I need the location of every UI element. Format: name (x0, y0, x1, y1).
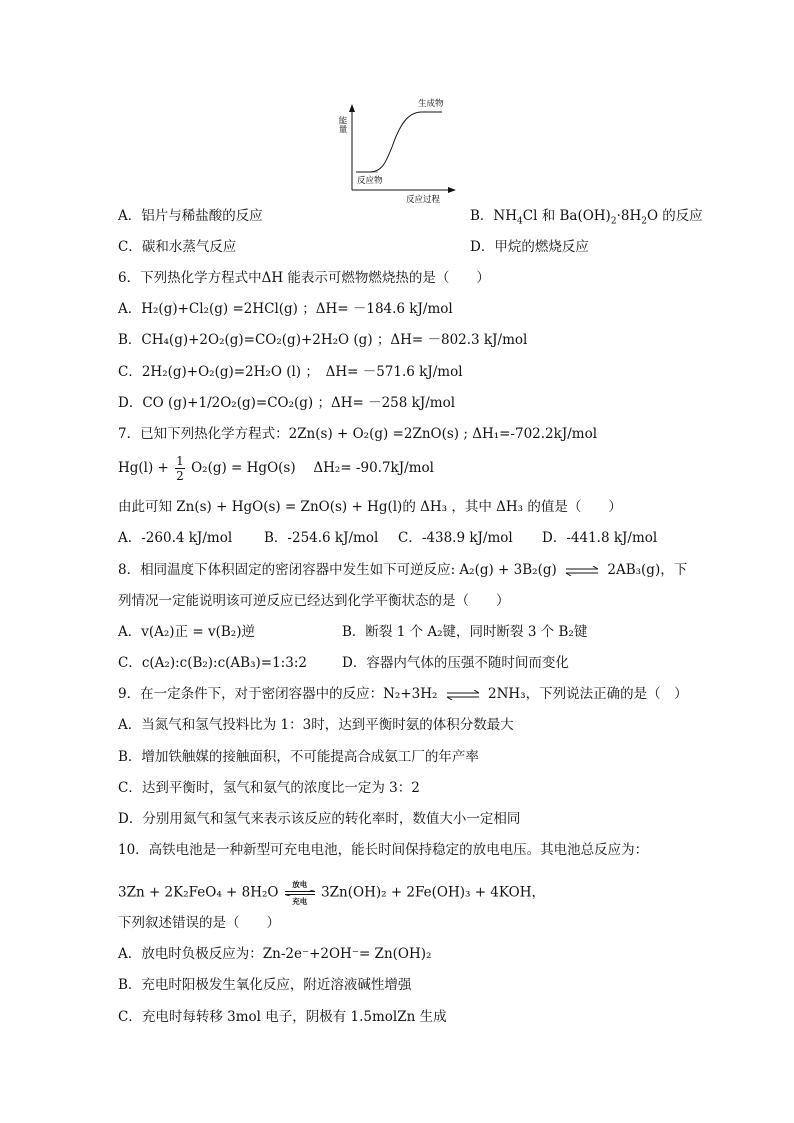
q8-option-a: A．v(A₂)正 = v(B₂)逆 (118, 624, 255, 640)
q6-option-b: B．CH₄(g)+2O₂(g)=CO₂(g)+2H₂O (g) ；ΔH= －802.3 kJ/mol (118, 332, 528, 348)
q10-option-c: C．充电时每转移 3mol 电子，阴极有 1.5molZn 生成 (118, 1009, 447, 1025)
q9-option-b: B．增加铁触媒的接触面积，不可能提高合成氨工厂的年产率 (118, 749, 479, 765)
discharge-charge-arrow (285, 880, 315, 906)
q9-option-a: A．当氮气和氢气投料比为 1：3时，达到平衡时氨的体积分数最大 (118, 717, 514, 733)
q6-option-d: D．CO (g)+1/2O₂(g)=CO₂(g) ；ΔH= －258 kJ/mol (118, 395, 456, 411)
q7-option-b: B．-254.6 kJ/mol (264, 530, 379, 546)
q8-stem-2: 列情况一定能说明该可逆反应已经达到化学平衡状态的是（ ） (118, 593, 510, 609)
q8-stem: 8．相同温度下体积固定的密闭容器中发生如下可逆反应: A₂(g) + 3B₂(g) 2AB₃(g)，下 (118, 562, 688, 578)
q8-option-c: C．c(A₂):c(B₂):c(AB₃)=1:3:2 (118, 655, 307, 671)
q6-stem: 6．下列热化学方程式中ΔH 能表示可燃物燃烧热的是（ ） (118, 270, 490, 286)
energy-diagram (330, 92, 470, 204)
equilibrium-arrow-icon (446, 690, 480, 700)
discharge-label: 放电 (292, 880, 308, 889)
q9-option-c: C．达到平衡时，氢气和氨气的浓度比一定为 3：2 (118, 780, 420, 796)
q10-option-a: A．放电时负极反应为：Zn-2e⁻+2OH⁻= Zn(OH)₂ (118, 946, 432, 962)
q5-option-c: C．碳和水蒸气反应 (118, 239, 237, 255)
y-axis-arrow (349, 104, 355, 112)
reactant-label: 反应物 (357, 176, 383, 186)
q9-stem: 9．在一定条件下，对于密闭容器中的反应：N₂+3H₂ 2NH₃，下列说法正确的是（ ） (118, 686, 688, 702)
charge-label: 充电 (292, 897, 308, 906)
q10-ask: 下列叙述错误的是（ ） (118, 915, 280, 931)
q7-stem: 7．已知下列热化学方程式：2Zn(s) + O₂(g) =2ZnO(s) ; ΔH₁=-702.2kJ/mol (118, 426, 598, 442)
q7-option-d: D．-441.8 kJ/mol (542, 530, 658, 546)
q9-option-d: D．分别用氮气和氢气来表示该反应的转化率时，数值大小一定相同 (118, 811, 521, 827)
q7-option-a: A．-260.4 kJ/mol (118, 530, 233, 546)
q7-ask: 由此可知 Zn(s) + HgO(s) = ZnO(s) + Hg(l)的 ΔH₃ ，其中 ΔH₃ 的值是（ ） (118, 499, 622, 515)
q6-option-a: A．H₂(g)+Cl₂(g) =2HCl(g) ；ΔH= －184.6 kJ/mol (118, 301, 453, 317)
q7-equation-2: Hg(l) + $\frac{1}{2}$ O₂(g) = HgO(s) ΔH₂= -90.7kJ/mol (118, 454, 434, 483)
y-axis-label: 能量 (337, 116, 347, 133)
q5-row1 (118, 206, 703, 227)
q10-stem: 10．高铁电池是一种新型可充电电池，能长时间保持稳定的放电电压。其电池总反应为： (118, 842, 649, 858)
q5-option-d: D．甲烷的燃烧反应 (470, 239, 589, 255)
q5-option-b: B．$NH_4Cl$ 和 $Ba(OH)_2\cdot 8H_2O$ 的反应 (470, 208, 703, 227)
x-axis-label: 反应过程 (406, 195, 441, 204)
q5-option-a: A．铝片与稀盐酸的反应 (118, 208, 263, 224)
q7-option-c: C．-438.9 kJ/mol (398, 530, 513, 546)
q8-row2 (118, 653, 569, 673)
q10-option-b: B．充电时阳极发生氧化反应，附近溶液碱性增强 (118, 977, 412, 993)
q8-option-b: B．断裂 1 个 A₂键，同时断裂 3 个 B₂键 (342, 624, 588, 640)
fraction-one-half: $\frac{1}{2}$ (176, 454, 184, 483)
q6-option-c: C．2H₂(g)+O₂(g)=2H₂O (l) ； ΔH= －571.6 kJ/mol (118, 364, 463, 380)
q8-option-d: D．容器内气体的压强不随时间而变化 (342, 655, 569, 671)
q8-row1 (118, 622, 588, 642)
x-axis-arrow (448, 187, 456, 193)
q5-row2 (118, 237, 589, 257)
q10-equation: 3Zn + 2K₂FeO₄ + 8H₂O 放电 充电 3Zn(OH)₂ + 2Fe(OH)₃ + 4KOH， (118, 880, 545, 906)
energy-curve (356, 112, 442, 172)
reversible-arrow-icon (285, 890, 315, 896)
product-label: 生成物 (418, 99, 444, 109)
equilibrium-arrow-icon (565, 566, 599, 576)
